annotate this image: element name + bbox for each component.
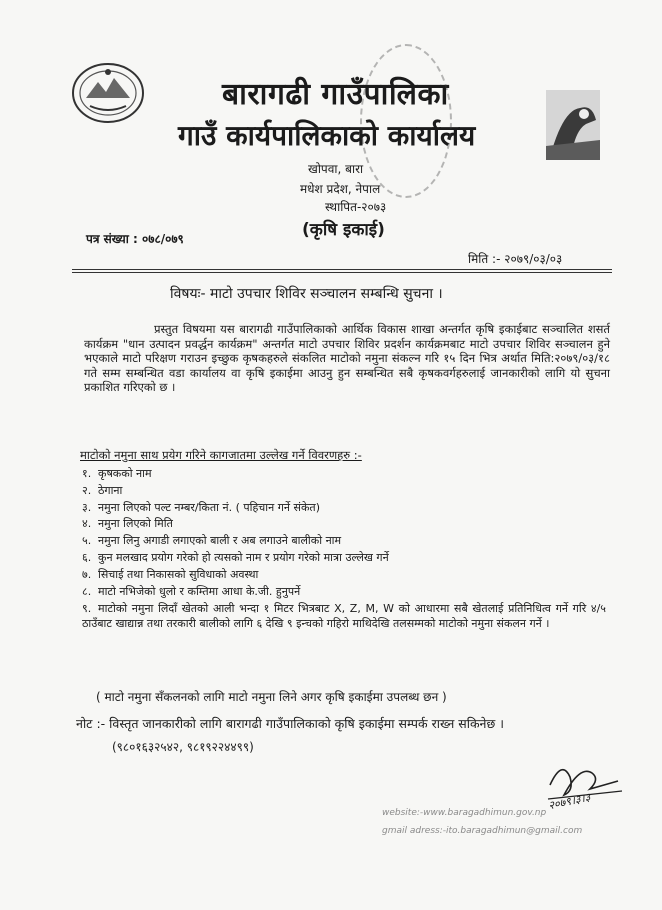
list-item: ३. नमुना लिएको पल्ट नम्बर/किता नं. ( पहिचान गर्ने संकेत) [82,500,320,514]
office-title-line1: बारागढी गाउँपालिका [222,77,449,112]
header-divider [72,269,612,270]
list-item: १. कृषकको नाम [82,467,152,480]
header-divider-double [72,272,612,273]
subject-line: विषयः- माटो उपचार शिविर सञ्चालन सम्बन्धि सुचना । [170,286,443,302]
body-paragraph: प्रस्तुत विषयमा यस बारागढी गाउँपालिकाको आर्थिक विकास शाखा अन्तर्गत कृषि इकाईबाट सञ्चालित शसर्त कार्यक्रम "धान उत्पादन प्रवर्द्धन कार्यक्रम" अन्तर्गत माटो उपचार शिविर प्रदर्शन कार्यक्रमबाट माटो उपचार शिविर सञ्चालन हुने भएकाले माटो परिक्षण गराउन इच्छुक कृषकहरुले संकलित माटोको नमुना संकल्न गरि १५ दिन भित्र अर्थात मिति:२०७९/०३/१८ गते सम्म सम्बन्धित वडा कार्यालय वा कृषि इकाईमा आउनु हुन सम्बन्धित सबै कृषकवर्गहरुलाई जानकारीको लागि यो सुचना प्रकाशित गरिएको छ । [84,322,610,394]
signature-date: २०७९।३।३ [547,790,592,813]
office-title-line2: गाउँ कार्यपालिकाको कार्यालय [178,119,476,152]
sample-bag-note: ( माटो नमुना सँकलनको लागि माटो नमुना लिने अगर कृषि इकाईमा उपलब्ध छन ) [96,690,447,704]
footer-email: gmail adress:-ito.baragadhimun@gmail.com [382,826,583,836]
address-district: खोपवा, बारा [308,162,364,176]
list-item: ८. माटो नभिजेको धुलो र कम्तिमा आधा के.जी. हुनुपर्ने [82,584,301,598]
list-item: ५. नमुना लिनु अगाडी लगाएको बाली र अब लगाउने बालीको नाम [82,534,342,548]
list-item: ६. कुन मलखाद प्रयोग गरेको हो त्यसको नाम र प्रयोग गरेको मात्रा उल्लेख गर्ने [82,550,389,564]
list-heading: माटोको नमुना साथ प्रयेग गरिने कागजातमा उल्लेख गर्ने विवरणहरु :- [80,448,362,462]
contact-note: नोट :- विस्तृत जानकारीको लागि बारागढी गाउँपालिकाको कृषि इकाईमा सम्पर्क राख्न सकिनेछ । [76,716,504,731]
letter-date: मिति :- २०७९/०३/०३ [468,252,563,266]
contact-phones: (९८०१६३२५४२, ९८१९२२४४९९) [112,740,254,754]
office-stamp-mark [360,44,452,198]
list-item: २. ठेगाना [82,483,123,497]
letter-number: पत्र संख्या : ०७८/०७९ [86,232,184,246]
unit-name: (कृषि इकाई) [302,220,385,240]
established-year: स्थापित-२०७३ [325,200,387,214]
list-item: ७. सिचाई तथा निकासको सुविधाको अवस्था [82,567,259,581]
eagle-photo-icon [546,90,600,160]
list-item: ९. माटोको नमुना लिदाँ खेतको आली भन्दा १ मिटर भित्रबाट X, Z, M, W को आधारमा सबै खेतलाई प्रतिनिधित्व गर्ने गरि ४/५ ठाउँबाट खाद्यान्न तथा तरकारी बालीको लागि ६ देखि ९ इन्चको गहिरो माथिदेखि तलसम्मको माटोको नमुना संकलन गर्ने । [82,602,606,630]
footer-website: website:-www.baragadhimun.gov.np [382,808,547,818]
list-item: ४. नमुना लिएको मिति [82,517,173,531]
address-province: मधेश प्रदेश, नेपाल [300,182,381,196]
requirements-list [82,466,606,631]
nepal-emblem-icon [70,62,146,124]
